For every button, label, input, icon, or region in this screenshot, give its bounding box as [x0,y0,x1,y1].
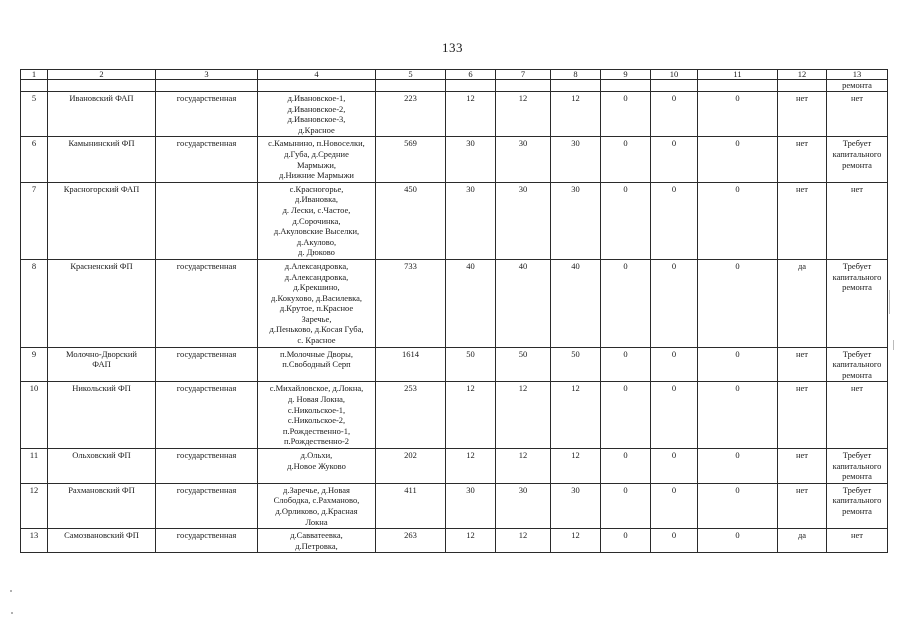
table-cell: 0 [698,529,778,553]
table-cell: 12 [496,449,551,484]
table-row [21,382,888,449]
table-cell: государственная [156,347,258,382]
table-cell: 30 [446,137,496,182]
table-cell: 12 [446,449,496,484]
table-cell [258,80,376,92]
table-cell: государственная [156,529,258,553]
table-cell: государственная [156,259,258,347]
table-cell: государственная [156,137,258,182]
table-cell: 0 [601,137,651,182]
table-cell [551,80,601,92]
table-cell: государственная [156,92,258,137]
table-cell: нет [827,182,888,259]
table-cell: нет [778,137,827,182]
table-cell: 2 [48,70,156,80]
table-cell: 0 [651,529,698,553]
table-cell: Молочно-Дворский ФАП [48,347,156,382]
table-cell: Красногорский ФАП [48,182,156,259]
table-cell: нет [778,449,827,484]
table-cell: 0 [651,449,698,484]
table-cell: нет [778,92,827,137]
table-cell: 450 [376,182,446,259]
table-cell: с.Красногорье, д.Ивановка, д. Лески, с.Частое, д.Сорочинка, д.Акуловские Выселки, д.Акулово, д. Дюково [258,182,376,259]
table-cell: 12 [551,382,601,449]
table-cell: 3 [156,70,258,80]
scan-artifact [889,290,890,314]
table-cell: нет [778,382,827,449]
table-row [21,182,888,259]
table-cell: Требует капитального ремонта [827,347,888,382]
table-cell: 30 [551,137,601,182]
table-cell [496,80,551,92]
table-cell: 0 [601,182,651,259]
table-cell: 0 [651,347,698,382]
scan-artifact [10,590,12,592]
table-cell: 0 [698,182,778,259]
table-cell: Камынинский ФП [48,137,156,182]
table-cell: 733 [376,259,446,347]
table-cell: государственная [156,483,258,528]
table-cell: 11 [21,449,48,484]
table-cell: 0 [651,259,698,347]
table-cell: Требует капитального ремонта [827,483,888,528]
table-cell: п.Молочные Дворы, п.Свободный Серп [258,347,376,382]
table-cell: 202 [376,449,446,484]
table-cell: 40 [551,259,601,347]
table-cell: 9 [601,70,651,80]
table-cell: 40 [496,259,551,347]
table-row [21,259,888,347]
table-cell: 12 [496,382,551,449]
table-cell: 13 [21,529,48,553]
table-cell: 11 [698,70,778,80]
table-cell: нет [827,382,888,449]
table-cell: Требует капитального ремонта [827,137,888,182]
table-cell [48,80,156,92]
table-cell: 1614 [376,347,446,382]
table-cell: 0 [601,92,651,137]
table-cell: 0 [601,347,651,382]
table-cell [446,80,496,92]
page-number: 133 [442,40,463,55]
table-cell: 4 [258,70,376,80]
table-cell: 6 [21,137,48,182]
table-cell: 0 [601,259,651,347]
table-cell: 0 [698,347,778,382]
continuation-row [21,80,888,92]
table-cell: 12 [446,382,496,449]
table-cell: 0 [698,92,778,137]
table-cell: Ивановский ФАП [48,92,156,137]
table-cell: 411 [376,483,446,528]
table-cell [651,80,698,92]
table-cell: да [778,529,827,553]
table-cell: Требует капитального ремонта [827,259,888,347]
table-cell [21,80,48,92]
table-cell [156,182,258,259]
table-cell: 12 [446,92,496,137]
table-cell: 5 [21,92,48,137]
table-cell: 13 [827,70,888,80]
table-cell: 50 [496,347,551,382]
table-cell [376,80,446,92]
table-cell: 0 [601,529,651,553]
table-cell: 12 [446,529,496,553]
table-cell: с.Камынино, п.Новоселки, д.Губа, д.Средние Мармыжи, д.Нижние Мармыжи [258,137,376,182]
table-cell: 6 [446,70,496,80]
table-cell: 10 [651,70,698,80]
table-cell: нет [778,182,827,259]
table-cell: 263 [376,529,446,553]
header-row [21,70,888,80]
table-cell: 0 [651,483,698,528]
table-cell: 0 [601,382,651,449]
table-cell: 12 [496,529,551,553]
table-cell: 12 [551,529,601,553]
table-cell: д.Заречье, д.Новая Слободка, с.Рахманово, д.Орликово, д.Красная Локна [258,483,376,528]
table-cell: Требует капитального ремонта [827,449,888,484]
table-cell: 30 [551,182,601,259]
table-cell: 50 [551,347,601,382]
table-cell: 0 [698,449,778,484]
table-cell: Рахмановский ФП [48,483,156,528]
table-cell: 30 [496,182,551,259]
table-cell: 0 [698,483,778,528]
table-cell: 0 [601,449,651,484]
table-cell: 0 [651,382,698,449]
table-row [21,347,888,382]
table-cell: 12 [778,70,827,80]
table-cell [698,80,778,92]
table-cell: д.Александровка, д.Александровка, д.Крекшино, д.Кокухово, д.Василевка, д.Крутое, п.Красное Заречье, д.Пеньково, д.Косая Губа, с. Красное [258,259,376,347]
table-row [21,449,888,484]
table-cell: 5 [376,70,446,80]
table-cell: д.Савватеевка, д.Петровка, [258,529,376,553]
table-cell: государственная [156,382,258,449]
table-cell: 40 [446,259,496,347]
table-cell: 0 [698,382,778,449]
table-cell: д.Ольхи, д.Новое Жуково [258,449,376,484]
table-cell: нет [827,529,888,553]
table-cell: 8 [21,259,48,347]
table-cell: Красненский ФП [48,259,156,347]
table-cell: 1 [21,70,48,80]
table-cell: 0 [651,137,698,182]
table-cell: 0 [601,483,651,528]
table-cell: 253 [376,382,446,449]
table-row [21,483,888,528]
table-cell: да [778,259,827,347]
table-cell: 223 [376,92,446,137]
table-row [21,529,888,553]
table-cell: 0 [651,182,698,259]
table-cell: 12 [551,449,601,484]
table-cell: 30 [446,483,496,528]
table-row [21,92,888,137]
table-cell: 30 [496,483,551,528]
table-cell: 0 [698,259,778,347]
table-cell: ремонта [827,80,888,92]
table-cell: Ольховский ФП [48,449,156,484]
table-cell: 7 [496,70,551,80]
table-cell: нет [827,92,888,137]
table-cell: 12 [21,483,48,528]
table-cell: 12 [496,92,551,137]
table-cell: 8 [551,70,601,80]
table-cell: Никольский ФП [48,382,156,449]
table-cell: с.Михайловское, д.Локна, д. Новая Локна, с.Никольское-1, с.Никольское-2, п.Рождественно-1, п.Рождественно-2 [258,382,376,449]
table-cell [601,80,651,92]
table-cell: 0 [698,137,778,182]
table-cell: 10 [21,382,48,449]
table-cell: 7 [21,182,48,259]
table-cell: 30 [496,137,551,182]
scan-artifact [893,340,894,350]
table-cell: государственная [156,449,258,484]
table-row [21,137,888,182]
scan-artifact [11,612,13,614]
table-cell: 569 [376,137,446,182]
table-cell: д.Ивановское-1, д.Ивановское-2, д.Ивановское-3, д.Красное [258,92,376,137]
table-cell [778,80,827,92]
table-cell: 30 [446,182,496,259]
facilities-table [20,69,888,553]
table-cell: нет [778,483,827,528]
table-cell: нет [778,347,827,382]
table-cell: 0 [651,92,698,137]
table-cell: 9 [21,347,48,382]
table-cell: Самозвановский ФП [48,529,156,553]
table-cell: 30 [551,483,601,528]
table-cell: 12 [551,92,601,137]
table-cell: 50 [446,347,496,382]
table-cell [156,80,258,92]
